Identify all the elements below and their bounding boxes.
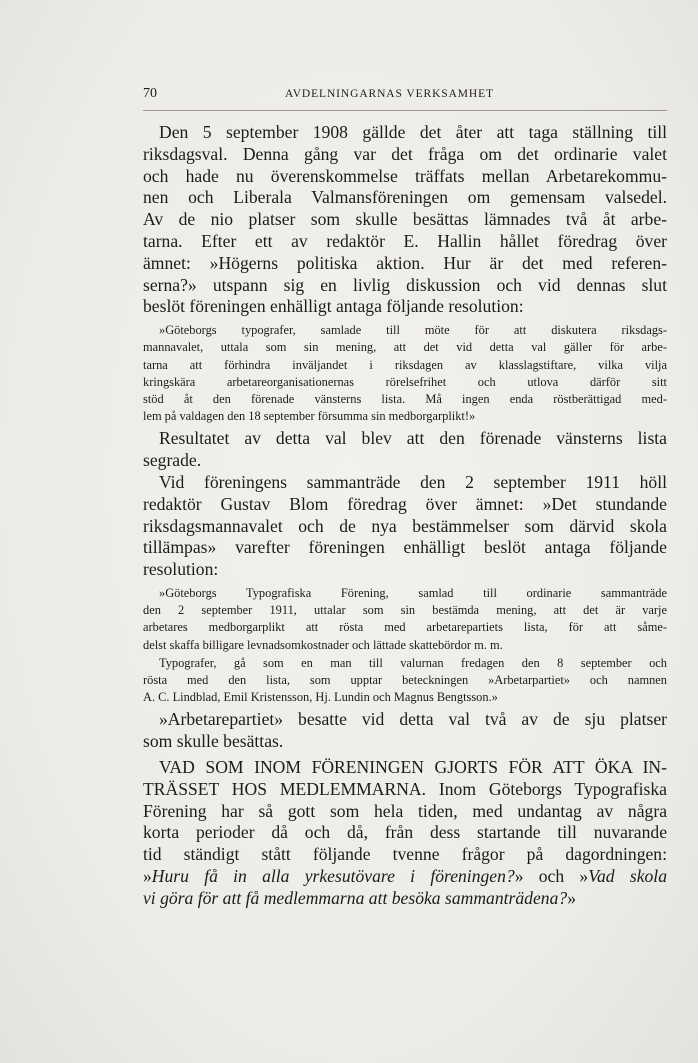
paragraph-3 xyxy=(143,472,667,581)
page-body xyxy=(143,122,667,910)
quote-line: rösta med den lista, som upptar beteckningen »Arbetarpartiet» och namnen xyxy=(143,672,667,687)
quote-resolution-1908 xyxy=(143,322,667,425)
quote-mark: » xyxy=(143,865,152,886)
text-line: Av de nio platser som skulle besättas lämnades två åt arbe- xyxy=(143,209,667,230)
text-line: riksdagsmannavalet och de nya bestämmelser som därvid skola xyxy=(143,515,667,536)
text-line: VAD SOM INOM FÖRENINGEN GJORTS FÖR ATT ÖKA IN- xyxy=(159,756,667,777)
text-line: nen och Liberala Valmansföreningen om gemensam valsedel. xyxy=(143,187,667,208)
text-line: ämnet: »Högerns politiska aktion. Hur är det med referen- xyxy=(143,252,667,273)
text-line: Vid föreningens sammanträde den 2 september 1911 höll xyxy=(159,471,667,492)
paragraph-1 xyxy=(143,122,667,318)
text-line: Förening har så gott som hela tiden, med undantag av några xyxy=(143,800,667,821)
paragraph-2 xyxy=(143,428,667,472)
question-1: Huru få in alla yrkesutövare i föreningen? xyxy=(151,865,515,886)
text-line: och hade nu överenskommelse träffats mellan Arbetarekommu- xyxy=(143,165,667,186)
quote-line: Typografer, gå som en man till valurnan fredagen den 8 september och xyxy=(159,655,667,670)
text-line: redaktör Gustav Blom föredrag över ämnet: »Det stundande xyxy=(143,493,667,514)
text-line: riksdagsval. Denna gång var det fråga om det ordinarie valet xyxy=(143,143,667,164)
quote-mark: » xyxy=(567,887,576,908)
text-line: som skulle besättas. xyxy=(143,731,284,752)
quote-resolution-1911 xyxy=(143,585,667,706)
text-line xyxy=(143,888,667,910)
quote-line: A. C. Lindblad, Emil Kristensson, Hj. Lundin och Magnus Bengtsson.» xyxy=(143,690,498,705)
text-line: serna?» utspann sig en livlig diskussion och vid dennas slut xyxy=(143,274,667,295)
text-line xyxy=(143,866,667,888)
text-line: »Arbetarepartiet» besatte vid detta val två av de sju platser xyxy=(159,709,667,730)
text-line: Den 5 september 1908 gällde det åter att taga ställning till xyxy=(159,122,667,142)
quote-line: »Göteborgs Typografiska Förening, samlad till ordinarie sammanträde xyxy=(159,585,667,600)
paragraph-4 xyxy=(143,709,667,753)
quote-line: lem på valdagen den 18 september försumma sin medborgarplikt!» xyxy=(143,409,476,424)
quote-connector: » och » xyxy=(514,865,589,886)
text-line: tid ständigt stått följande tvenne frågor på dagordningen: xyxy=(143,844,667,865)
question-2-start: Vad skola xyxy=(588,865,667,886)
running-head: AVDELNINGARNAS VERKSAMHET xyxy=(285,88,494,100)
quote-line: kringskära arbetareorganisationernas rörelsefrihet och utlova därför sitt xyxy=(143,374,667,389)
text-line: TRÄSSET HOS MEDLEMMARNA. Inom Göteborgs Typografiska xyxy=(143,778,667,799)
text-line: Resultatet av detta val blev att den förenade vänsterns lista xyxy=(159,428,667,449)
quote-line: mannavalet, uttala som sin mening, att det vid detta val gäller för arbe- xyxy=(143,340,667,355)
page-header xyxy=(143,84,667,111)
paragraph-5 xyxy=(143,757,667,910)
page-number: 70 xyxy=(143,86,157,101)
quote-line: den 2 september 1911, uttalar som sin bestämda mening, att det är varje xyxy=(143,603,667,618)
quote-line: delst skaffa billigare levnadsomkostnader och lättade skattebördor m. m. xyxy=(143,637,503,652)
quote-line: »Göteborgs typografer, samlade till möte för att diskutera riksdags- xyxy=(159,323,667,338)
text-line: resolution: xyxy=(143,559,219,580)
quote-line: arbetares medborgarplikt att rösta med arbetarepartiets lista, för att såme- xyxy=(143,620,667,635)
text-line: tillämpas» varefter föreningen enhälligt beslöt antaga följande xyxy=(143,537,667,558)
question-2-end: vi göra för att få medlemmarna att besöka sammanträdena? xyxy=(143,887,568,908)
quote-line: tarna att förhindra inväljandet i riksdagen av klasslagstiftare, vilka vilja xyxy=(143,357,667,372)
text-line: tarna. Efter ett av redaktör E. Hallin hållet föredrag över xyxy=(143,230,667,251)
text-line: segrade. xyxy=(143,450,202,471)
text-line: korta perioder då och då, från dess startande till nuvarande xyxy=(143,822,667,843)
text-line: beslöt föreningen enhälligt antaga följande resolution: xyxy=(143,296,524,317)
quote-line: stöd åt den förenade vänsterns lista. Må ingen enda röstberättigad med- xyxy=(143,391,667,406)
